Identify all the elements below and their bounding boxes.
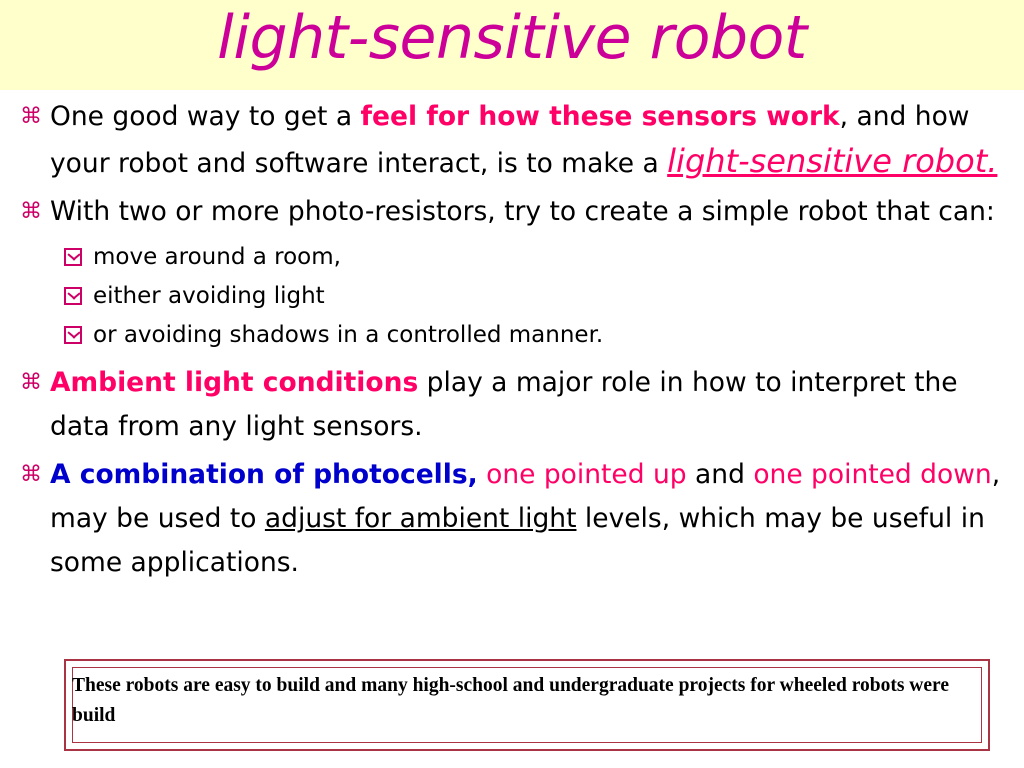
bullet-4-and: and xyxy=(686,459,754,490)
bullet-4-pointed-down: one pointed down xyxy=(753,459,992,490)
subitem-3 xyxy=(20,316,1010,355)
bullet-2 xyxy=(20,190,1010,234)
bullet-4 xyxy=(20,453,1010,585)
checkbox-check-icon xyxy=(64,287,82,305)
bullet-4-pointed-up: one pointed up xyxy=(477,459,687,490)
bullet-1-text-a: One good way to get a xyxy=(50,101,361,132)
checkbox-check-icon xyxy=(64,248,82,266)
bullet-4-adjust-link: adjust for ambient light xyxy=(264,503,577,534)
subitem-2 xyxy=(20,277,1010,316)
subitem-2-text: either avoiding light xyxy=(93,283,325,309)
note-text: These robots are easy to build and many high-school and undergraduate projects for wheeled robots were build xyxy=(72,675,949,726)
bullet-2-text: With two or more photo-resistors, try to create a simple robot that can: xyxy=(50,196,995,227)
light-sensitive-robot-link[interactable]: light-sensitive robot. xyxy=(667,142,998,180)
bullet-4-emphasis: A combination of photocells, xyxy=(50,459,478,490)
command-key-icon: ⌘ xyxy=(20,199,42,224)
subitem-3-text: or avoiding shadows in a controlled manner. xyxy=(93,322,604,348)
command-key-icon: ⌘ xyxy=(20,370,42,395)
checkbox-check-icon xyxy=(64,326,82,344)
subitem-1-text: move around a room, xyxy=(93,244,341,270)
bullet-1-text-c: , and how your robot and software interact, is to make a xyxy=(50,101,970,179)
bullet-1 xyxy=(20,95,1010,186)
bullet-3-emphasis: Ambient light conditions xyxy=(50,367,419,398)
bullet-4-text-g: levels, which may be useful in some applications. xyxy=(50,503,985,578)
bullet-3-text: play a major role in how to interpret the data from any light sensors. xyxy=(50,367,958,442)
command-key-icon: ⌘ xyxy=(20,462,42,487)
command-key-icon: ⌘ xyxy=(20,104,42,129)
subitem-1 xyxy=(20,238,1010,277)
bullet-4-text-e: , may be used to xyxy=(50,459,1001,534)
slide-content xyxy=(20,95,1010,589)
bullet-1-emphasis: feel for how these sensors work xyxy=(360,101,840,132)
bullet-3 xyxy=(20,361,1010,449)
slide-title: light-sensitive robot xyxy=(217,3,807,73)
